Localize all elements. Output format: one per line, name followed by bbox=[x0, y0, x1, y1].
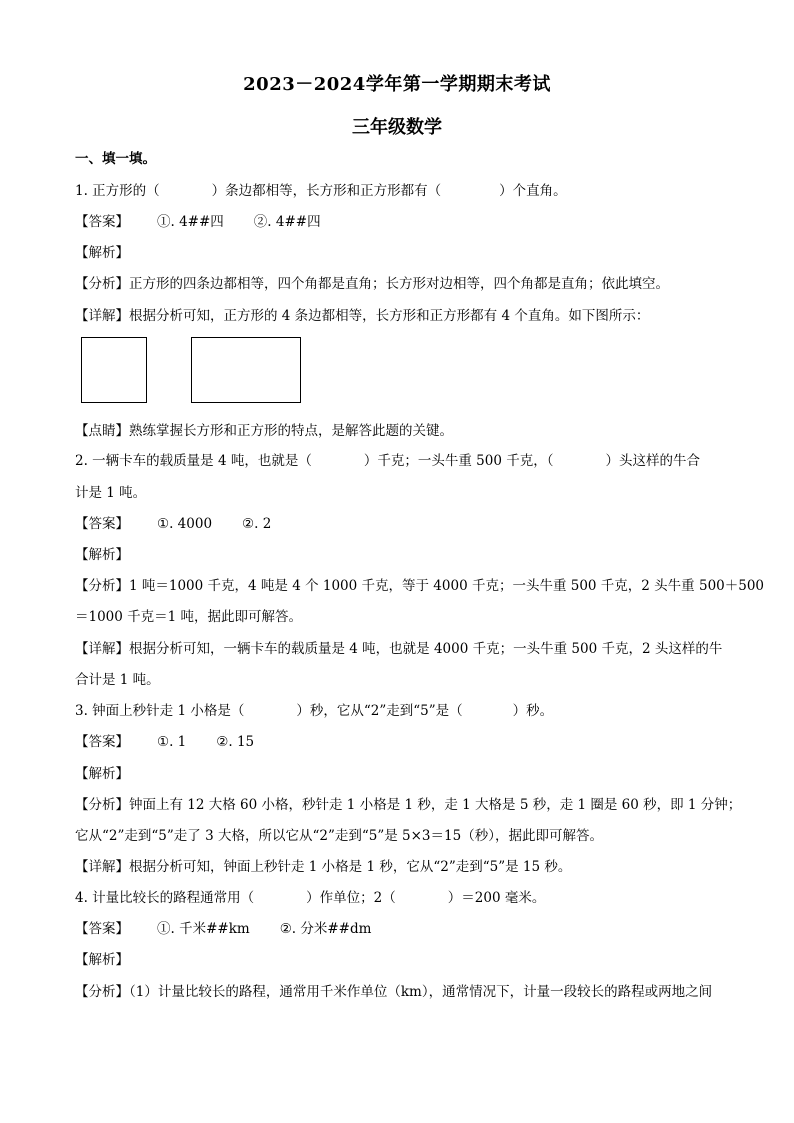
q1-text-b: ）条边都相等，长方形和正方形都有（ bbox=[211, 183, 442, 199]
q1-answer-1: ①. 4##四 bbox=[157, 214, 224, 230]
q3-text-a: 3. 钟面上秒针走 1 小格是（ bbox=[75, 703, 245, 719]
rectangle-figure bbox=[191, 337, 301, 403]
q4-text-b: ）作单位；2（ bbox=[306, 890, 396, 906]
q4-text-a: 4. 计量比较长的路程通常用（ bbox=[75, 890, 255, 906]
q4-text-c: ）＝200 毫米。 bbox=[447, 890, 546, 906]
q3-text-c: ）秒。 bbox=[512, 703, 554, 719]
q2-text-b: ）千克；一头牛重 500 千克，（ bbox=[363, 453, 554, 469]
q3-answer bbox=[75, 733, 735, 751]
q2-xiangjie-2: 合计是 1 吨。 bbox=[75, 672, 160, 688]
q4-fenxi-1: 【分析】（1）计量比较长的路程，通常用千米作单位（km），通常情况下，计量一段较长的路程或两地之间 bbox=[75, 984, 713, 1000]
question-4 bbox=[75, 889, 735, 907]
exam-title: 2023－2024学年第一学期期末考试 bbox=[243, 74, 551, 95]
q4-answer-1: ①. 千米##km bbox=[157, 921, 250, 937]
q1-fenxi: 【分析】正方形的四条边都相等，四个角都是直角；长方形对边相等，四个角都是直角；依此填空。 bbox=[75, 276, 669, 292]
q2-text-c: ）头这样的牛合 bbox=[605, 453, 700, 469]
answer-label: 【答案】 bbox=[75, 516, 129, 532]
question-2 bbox=[75, 452, 735, 470]
q2-text-d: 计是 1 吨。 bbox=[75, 485, 147, 501]
q2-text-a: 2. 一辆卡车的载质量是 4 吨，也就是（ bbox=[75, 453, 312, 469]
q2-answer-2: ②. 2 bbox=[242, 516, 272, 532]
q2-fenxi-2: ＝1000 千克＝1 吨，据此即可解答。 bbox=[75, 609, 303, 625]
question-1 bbox=[75, 182, 735, 200]
q1-answer bbox=[75, 213, 735, 231]
q3-xiangjie: 【详解】根据分析可知，钟面上秒针走 1 小格是 1 秒，它从“2”走到“5”是 15 秒。 bbox=[75, 859, 572, 875]
q4-jiexi: 【解析】 bbox=[75, 952, 129, 968]
q2-jiexi: 【解析】 bbox=[75, 547, 129, 563]
q3-answer-1: ①. 1 bbox=[157, 734, 187, 750]
q2-answer bbox=[75, 515, 735, 533]
q2-xiangjie-1: 【详解】根据分析可知，一辆卡车的载质量是 4 吨，也就是 4000 千克；一头牛重 500 千克，2 头这样的牛 bbox=[75, 641, 723, 657]
answer-label: 【答案】 bbox=[75, 214, 129, 230]
q3-text-b: ）秒，它从“2”走到“5”是（ bbox=[296, 703, 463, 719]
q4-answer-2: ②. 分米##dm bbox=[279, 921, 372, 937]
q3-jiexi: 【解析】 bbox=[75, 766, 129, 782]
exam-subtitle: 三年级数学 bbox=[352, 117, 442, 138]
q3-fenxi-2: 它从“2”走到“5”走了 3 大格，所以它从“2”走到“5”是 5×3＝15（秒），据此即可解答。 bbox=[75, 828, 603, 844]
section-heading: 一、填一填。 bbox=[75, 151, 156, 167]
q1-text-c: ）个直角。 bbox=[499, 183, 567, 199]
q1-xiangjie: 【详解】根据分析可知，正方形的 4 条边都相等，长方形和正方形都有 4 个直角。如下图所示： bbox=[75, 308, 650, 324]
q3-fenxi-1: 【分析】钟面上有 12 大格 60 小格，秒针走 1 小格是 1 秒，走 1 大格是 5 秒，走 1 圈是 60 秒，即 1 分钟； bbox=[75, 797, 742, 813]
question-3 bbox=[75, 702, 735, 720]
q1-answer-2: ②. 4##四 bbox=[253, 214, 321, 230]
q3-answer-2: ②. 15 bbox=[216, 734, 255, 750]
square-figure bbox=[81, 337, 147, 403]
answer-label: 【答案】 bbox=[75, 734, 129, 750]
answer-label: 【答案】 bbox=[75, 921, 129, 937]
q1-dianjing: 【点睛】熟练掌握长方形和正方形的特点，是解答此题的关键。 bbox=[75, 423, 453, 439]
q1-text-a: 1. 正方形的（ bbox=[75, 183, 160, 199]
q2-answer-1: ①. 4000 bbox=[157, 516, 213, 532]
q1-jiexi: 【解析】 bbox=[75, 245, 129, 261]
q4-answer bbox=[75, 920, 735, 938]
q2-fenxi-1: 【分析】1 吨＝1000 千克，4 吨是 4 个 1000 千克，等于 4000 千克；一头牛重 500 千克，2 头牛重 500＋500 bbox=[75, 578, 765, 594]
